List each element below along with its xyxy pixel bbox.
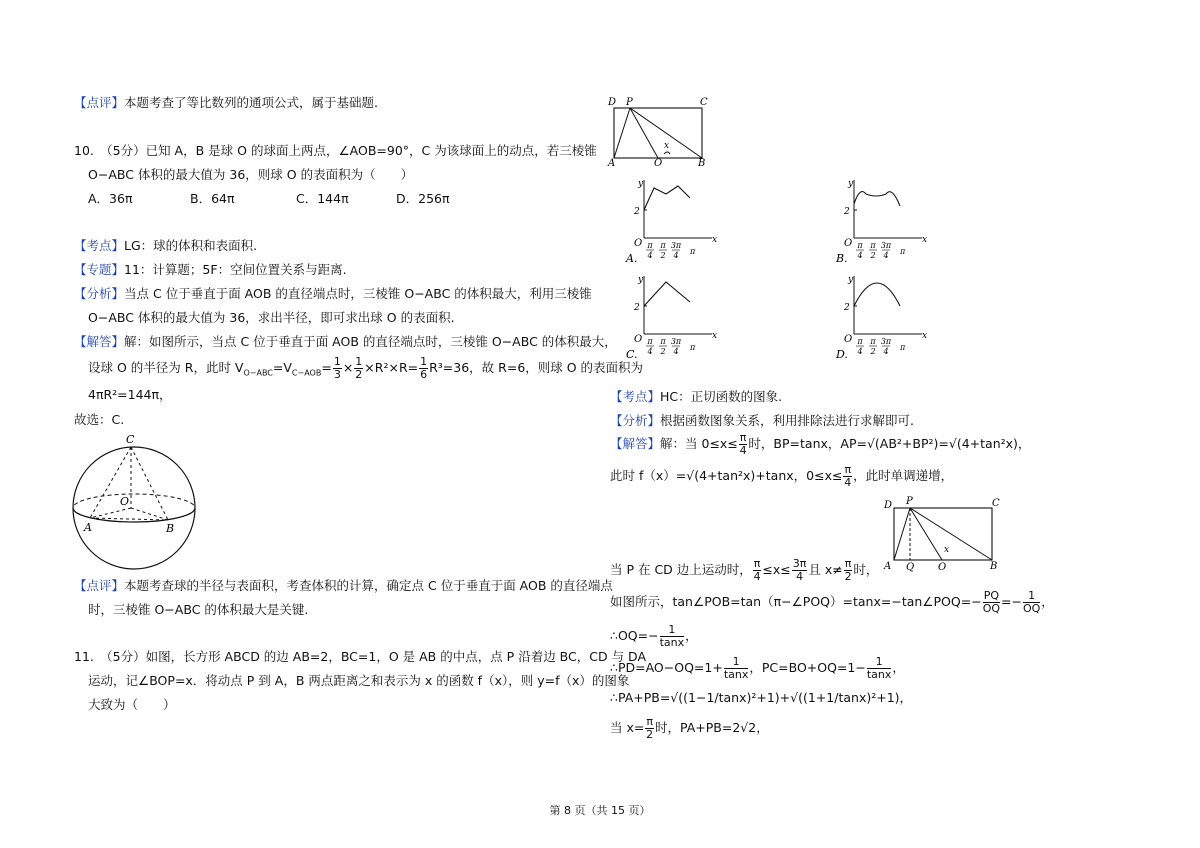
tick-num: 3π xyxy=(880,241,892,250)
jieda-l2h: R³=36，故 R=6，则球 O 的表面积为 xyxy=(429,360,644,375)
tag-jieda-2: 【解答】 xyxy=(610,436,661,451)
page-footer: 第 8 页（共 15 页） xyxy=(549,804,651,817)
graph-option-b xyxy=(830,176,930,264)
q10-option-a: A．36π xyxy=(88,191,133,206)
frac-num: 3π xyxy=(792,557,807,570)
frac-pi-2 xyxy=(844,558,853,583)
q10-line1: 10. （5分）已知 A，B 是球 O 的球面上两点，∠AOB=90°，C 为该球面上的动点，若三棱锥 xyxy=(74,143,597,158)
tick-num: π xyxy=(857,241,863,250)
label-A2: A xyxy=(884,561,892,572)
tick-den: 4 xyxy=(857,251,863,260)
frac-pq-oq xyxy=(983,590,1000,615)
frac-1-oq xyxy=(1023,590,1040,615)
axis-label-x: x xyxy=(712,235,718,245)
q11-jieda-line4 xyxy=(610,590,1054,615)
frac-num: 1 xyxy=(420,355,428,368)
jieda-l2a: 设球 O 的半径为 R，此时 V xyxy=(88,360,244,375)
curve xyxy=(644,186,690,210)
frac-1-tanx-c xyxy=(867,656,892,681)
rectangle-figure-2 xyxy=(880,494,1000,574)
origin-label: O xyxy=(844,238,853,249)
tick-den: 4 xyxy=(647,251,653,260)
tag-jieda: 【解答】 xyxy=(74,334,125,349)
jieda-l2d: C−AOB xyxy=(291,368,322,378)
q11-jieda-line1 xyxy=(610,432,1030,457)
frac-num: π xyxy=(739,431,747,444)
j-l8a: 当 x= xyxy=(610,720,645,735)
frac-den: 6 xyxy=(420,368,428,381)
tick-den: 2 xyxy=(870,251,876,260)
tick-den: 4 xyxy=(673,251,679,260)
frac-num: π xyxy=(844,463,852,476)
curve xyxy=(854,192,900,206)
jieda-l2f: × xyxy=(342,360,354,375)
axis-label-y: y xyxy=(848,179,854,189)
tick-num: π xyxy=(647,337,653,346)
frac-den: tanx xyxy=(723,668,749,681)
frac-num: 1 xyxy=(660,624,685,637)
q11-line2: 运动，记∠BOP=x．将动点 P 到 A，B 两点距离之和表示为 x 的函数 f（x），则 y=f（x）的图象 xyxy=(88,673,630,688)
zhuanti-text: 11：计算题；5F：空间位置关系与距离. xyxy=(124,262,347,277)
q10-answer: 故选：C. xyxy=(74,412,125,427)
label-x: x xyxy=(664,141,670,151)
q11-jieda-line2 xyxy=(610,464,953,489)
q10-line2: O−ABC 体积的最大值为 36，则球 O 的表面积为（ ） xyxy=(88,167,414,182)
frac-num: π xyxy=(753,557,761,570)
curve xyxy=(854,283,900,306)
label-A: A xyxy=(84,521,92,534)
tag-dianping: 【点评】 xyxy=(74,95,125,110)
j-l1a: 解：当 0≤x≤ xyxy=(660,436,738,451)
fraction-1-6 xyxy=(419,356,428,381)
axis-label-x: x xyxy=(922,331,928,341)
axis-label-x: x xyxy=(922,235,928,245)
q11-jieda-line6 xyxy=(610,656,905,681)
tick-num: π xyxy=(647,241,653,250)
fenxi-line1: 当点 C 位于垂直于面 AOB 的直径端点时，三棱锥 O−ABC 的体积最大，利用三棱锥 xyxy=(124,286,592,301)
q11-jieda-line8 xyxy=(610,716,769,741)
tick-den: 4 xyxy=(647,347,653,356)
frac-num: 1 xyxy=(1023,590,1040,603)
frac-num: π xyxy=(646,715,653,728)
sphere-figure xyxy=(68,432,203,572)
label-C: C xyxy=(700,97,708,108)
j-l2a: 此时 f（x）=√(4+tan²x)+tanx，0≤x≤ xyxy=(610,468,843,483)
q11-jieda-line7: ∴PA+PB=√((1−1/tanx)²+1)+√((1+1/tanx)²+1)， xyxy=(610,690,913,705)
tick-num: π xyxy=(870,241,876,250)
frac-3pi-4 xyxy=(792,558,808,583)
tick-label-2: 2 xyxy=(634,207,640,217)
kaodian-text-2: HC：正切函数的图象. xyxy=(660,389,783,404)
frac-den: tanx xyxy=(866,668,892,681)
jieda-l2e: = xyxy=(321,360,332,375)
tick-num: 3π xyxy=(880,337,892,346)
frac-den: 4 xyxy=(739,444,747,457)
graph-option-a xyxy=(620,176,720,264)
tag-zhuanti: 【专题】 xyxy=(74,262,125,277)
axis-label-x: x xyxy=(712,331,718,341)
q10-jieda-line3: 4πR²=144π， xyxy=(88,387,172,402)
q10-option-c: C．144π xyxy=(296,191,349,206)
q10-jieda-line2 xyxy=(88,356,643,386)
frac-num: PQ xyxy=(983,589,999,602)
j-l5b: ， xyxy=(685,628,698,643)
q10-jieda-line1 xyxy=(74,334,617,350)
q11-jieda-line5 xyxy=(610,624,698,649)
tag-fenxi-2: 【分析】 xyxy=(610,413,661,428)
rectangle-figure xyxy=(606,96,716,168)
frac-den: OQ xyxy=(1022,602,1041,615)
tick-label-2: 2 xyxy=(634,303,640,313)
q10-dianping-line1 xyxy=(74,578,613,594)
tick-num: π xyxy=(870,337,876,346)
label-x2: x xyxy=(944,545,950,555)
label-O: O xyxy=(120,495,130,508)
j-l6b: ，PC=BO+OQ=1− xyxy=(749,660,866,675)
label-Q2: Q xyxy=(906,562,915,573)
tick-den: 4 xyxy=(673,347,679,356)
tick-num: 3π xyxy=(670,337,682,346)
frac-num: 1 xyxy=(333,355,341,368)
label-A: A xyxy=(608,158,616,169)
tick-den: 4 xyxy=(883,347,889,356)
tick-pi: π xyxy=(900,247,906,256)
j-l8b: 时，PA+PB=2√2， xyxy=(654,720,769,735)
jieda-l2b: O−ABC xyxy=(243,368,273,378)
q11-jieda-line3 xyxy=(610,558,878,583)
tag-dianping-2: 【点评】 xyxy=(74,578,125,593)
fenxi-text-2: 根据函数图象关系，利用排除法进行求解即可. xyxy=(660,413,914,428)
label-C2: C xyxy=(992,498,1000,509)
frac-den: 4 xyxy=(753,570,761,583)
tick-num: 3π xyxy=(670,241,682,250)
tick-den: 2 xyxy=(660,347,666,356)
label-O2: O xyxy=(938,562,947,573)
tick-num: π xyxy=(660,337,666,346)
j-l1b: 时，BP=tanx，AP=√(AB²+BP²)=√(4+tan²x)， xyxy=(748,436,1031,451)
tick-den: 2 xyxy=(660,251,666,260)
frac-den: 2 xyxy=(844,570,852,583)
j-l4c: ， xyxy=(1041,594,1054,609)
option-label: D. xyxy=(836,348,848,361)
label-O: O xyxy=(654,158,663,169)
graph-option-c xyxy=(620,272,720,360)
j-l3c: 且 x≠ xyxy=(808,562,843,577)
label-B: B xyxy=(698,158,706,169)
tick-pi: π xyxy=(900,343,906,352)
frac-pi-4b xyxy=(843,464,852,489)
jieda-l2c: =V xyxy=(272,360,292,375)
option-label: C. xyxy=(626,348,638,361)
frac-1-tanx-b xyxy=(724,656,749,681)
label-C: C xyxy=(126,433,135,446)
tick-num: π xyxy=(857,337,863,346)
graph-option-d xyxy=(830,272,930,360)
frac-den: tanx xyxy=(659,636,685,649)
tick-num: π xyxy=(660,241,666,250)
frac-den: OQ xyxy=(982,602,1001,615)
tick-pi: π xyxy=(690,247,696,256)
frac-num: π xyxy=(844,557,852,570)
frac-den: 2 xyxy=(355,368,363,381)
kaodian-text: LG：球的体积和表面积. xyxy=(124,238,258,253)
j-l3e: 时， xyxy=(853,562,879,577)
frac-den: 4 xyxy=(796,570,804,583)
j-l6a: ∴PD=AO−OQ=1+ xyxy=(610,660,723,675)
tick-pi: π xyxy=(690,343,696,352)
q11-line3: 大致为（ ） xyxy=(88,697,176,712)
q10-option-d: D．256π xyxy=(396,191,450,206)
q11-fenxi xyxy=(610,413,914,429)
label-D: D xyxy=(608,97,617,108)
tag-fenxi: 【分析】 xyxy=(74,286,125,301)
label-P2: P xyxy=(906,496,913,507)
tick-den: 4 xyxy=(883,251,889,260)
frac-den: 2 xyxy=(646,728,654,741)
frac-num: 1 xyxy=(867,656,892,669)
label-B: B xyxy=(166,522,175,535)
prev-comment xyxy=(74,95,378,111)
j-l5a: ∴OQ=− xyxy=(610,628,659,643)
q10-fenxi-line1 xyxy=(74,286,592,302)
axis-label-y: y xyxy=(638,179,644,189)
fraction-1-3 xyxy=(333,356,342,381)
frac-num: 1 xyxy=(355,355,363,368)
frac-den: 4 xyxy=(844,476,852,489)
label-B2: B xyxy=(990,561,998,572)
axis-label-y: y xyxy=(638,275,644,285)
label-P: P xyxy=(626,97,633,108)
q10-option-b: B．64π xyxy=(190,191,235,206)
q10-dianping-line2: 时，三棱锥 O−ABC 的体积最大是关键. xyxy=(88,602,309,617)
dianping-line1: 本题考查球的半径与表面积，考查体积的计算，确定点 C 位于垂直于面 AOB 的直径端点 xyxy=(124,578,613,593)
origin-label: O xyxy=(634,238,643,249)
jieda-line1: 解：如图所示，当点 C 位于垂直于面 AOB 的直径端点时，三棱锥 O−ABC 的体积最大， xyxy=(124,334,617,349)
frac-den: 3 xyxy=(333,368,341,381)
frac-pi-2b xyxy=(645,716,654,741)
fraction-1-2 xyxy=(354,356,363,381)
j-l3b: ≤x≤ xyxy=(762,562,791,577)
q10-zhuanti xyxy=(74,262,347,278)
tick-den: 2 xyxy=(870,347,876,356)
origin-label: O xyxy=(844,334,853,345)
q11-kaodian xyxy=(610,389,782,405)
j-l4a: 如图所示，tan∠POB=tan（π−∠POQ）=tanx=−tan∠POQ=− xyxy=(610,594,982,609)
axis-label-y: y xyxy=(848,275,854,285)
prev-comment-text: 本题考查了等比数列的通项公式，属于基础题. xyxy=(124,95,378,110)
j-l4b: =− xyxy=(1001,594,1022,609)
q10-kaodian xyxy=(74,238,257,254)
frac-pi-4 xyxy=(739,432,748,457)
frac-num: 1 xyxy=(724,656,749,669)
tick-label-2: 2 xyxy=(844,303,850,313)
frac-1-tanx xyxy=(660,624,685,649)
origin-label: O xyxy=(634,334,643,345)
tick-label-2: 2 xyxy=(844,207,850,217)
label-D2: D xyxy=(884,500,893,511)
curve xyxy=(644,282,690,306)
tag-kaodian: 【考点】 xyxy=(74,238,125,253)
q11-line1: 11. （5分）如图，长方形 ABCD 的边 AB=2，BC=1，O 是 AB 的中点，点 P 沿着边 BC，CD 与 DA xyxy=(74,649,647,664)
j-l3a: 当 P 在 CD 边上运动时， xyxy=(610,562,752,577)
tag-kaodian-2: 【考点】 xyxy=(610,389,661,404)
j-l2b: ，此时单调递增， xyxy=(853,468,954,483)
option-label: A. xyxy=(626,252,638,265)
frac-pi-4c xyxy=(753,558,762,583)
tick-den: 4 xyxy=(857,347,863,356)
jieda-l2g: ×R²×R= xyxy=(364,360,419,375)
q10-fenxi-line2: O−ABC 体积的最大值为 36，求出半径，即可求出球 O 的表面积. xyxy=(88,310,455,325)
j-l6c: ， xyxy=(892,660,905,675)
option-label: B. xyxy=(836,252,848,265)
